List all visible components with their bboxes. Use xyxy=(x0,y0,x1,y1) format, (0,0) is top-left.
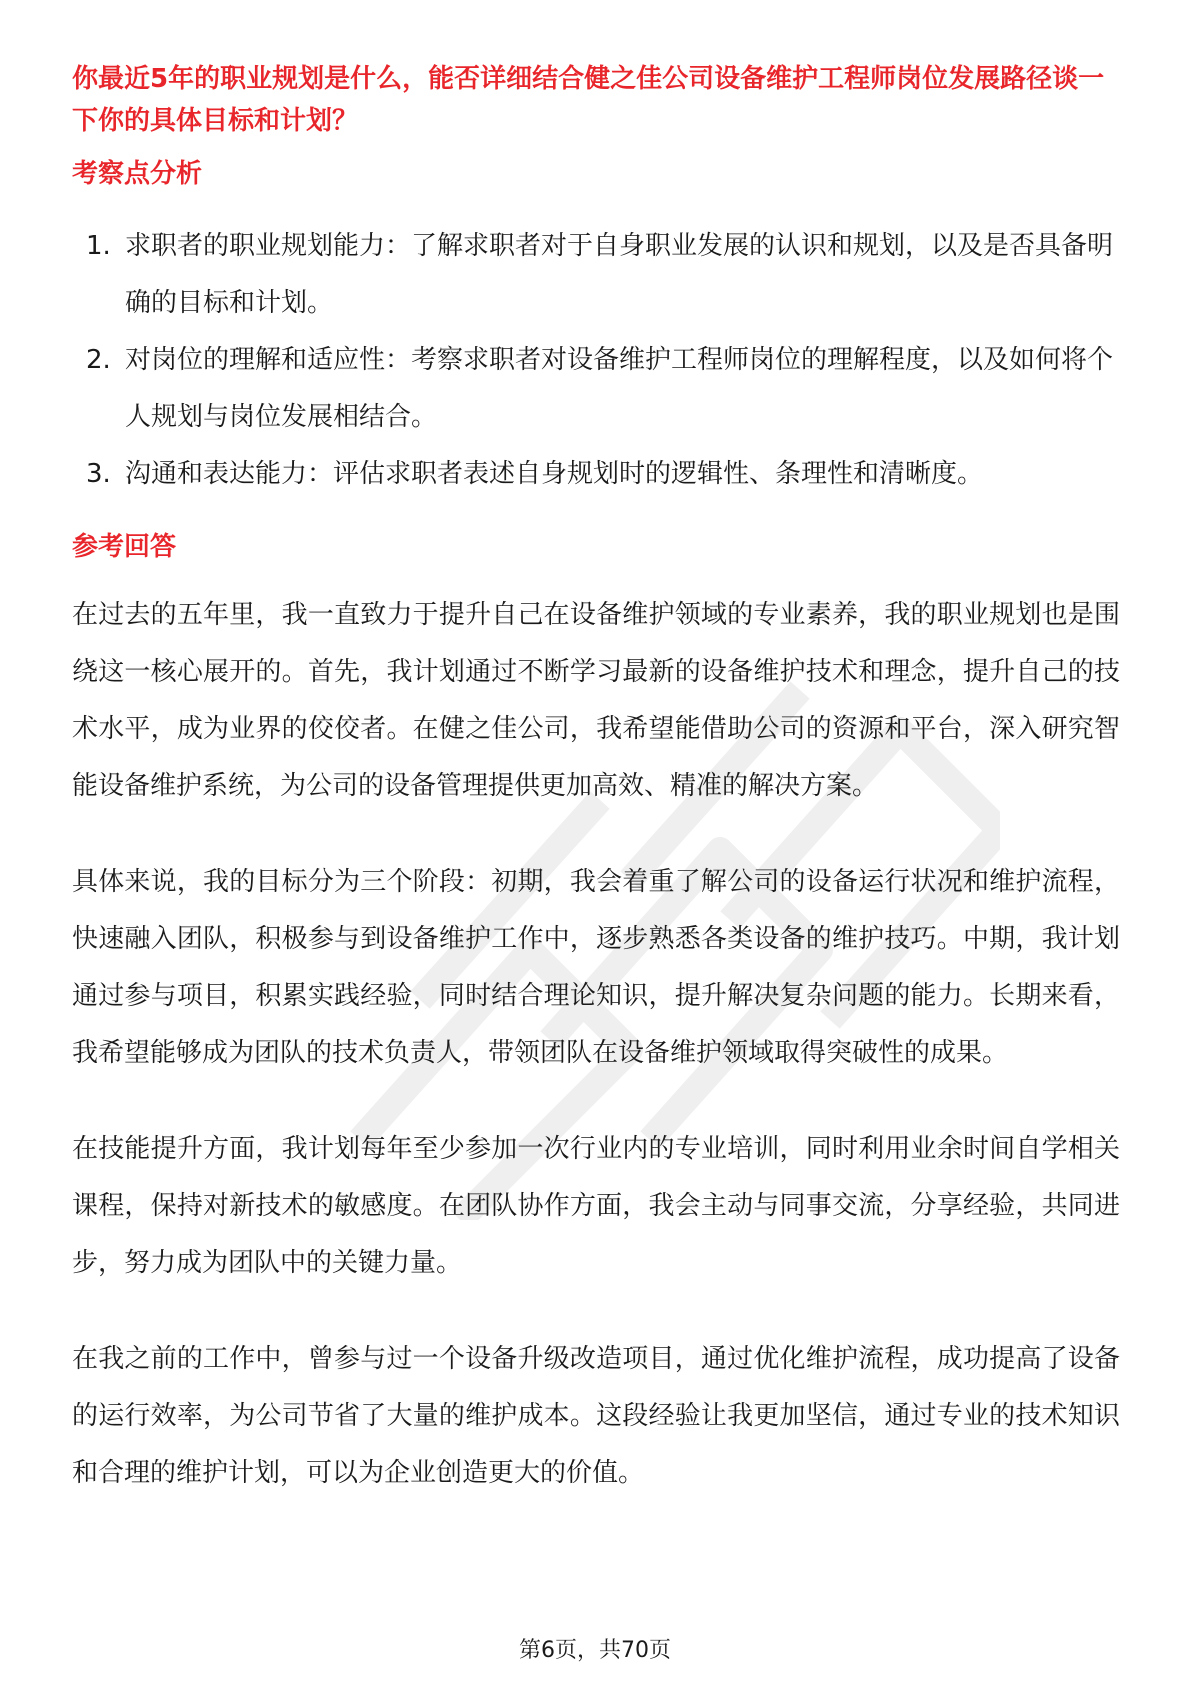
analysis-point xyxy=(72,332,1120,446)
point-number: 1. xyxy=(86,231,111,261)
answer-heading: 参考回答 xyxy=(72,532,177,562)
answer-paragraph: 在技能提升方面，我计划每年至少参加一次行业内的专业培训，同时利用业余时间自学相关课程，保持对新技术的敏感度。在团队协作方面，我会主动与同事交流，分享经验，共同进步，努力成为团队中的关键力量。 xyxy=(72,1134,1120,1278)
question-title: 你最近5年的职业规划是什么，能否详细结合健之佳公司设备维护工程师岗位发展路径谈一下你的具体目标和计划？ xyxy=(72,64,1105,136)
document-page xyxy=(72,58,1120,1541)
point-text: 沟通和表达能力：评估求职者表述自身规划时的逻辑性、条理性和清晰度。 xyxy=(125,459,984,489)
answer-paragraph: 具体来说，我的目标分为三个阶段：初期，我会着重了解公司的设备运行状况和维护流程，快速融入团队，积极参与到设备维护工作中，逐步熟悉各类设备的维护技巧。中期，我计划通过参与项目，积累实践经验，同时结合理论知识，提升解决复杂问题的能力。长期来看，我希望能够成为团队的技术负责人，带领团队在设备维护领域取得突破性的成果。 xyxy=(72,867,1120,1068)
analysis-point xyxy=(72,446,1120,503)
answer-paragraph: 在过去的五年里，我一直致力于提升自己在设备维护领域的专业素养，我的职业规划也是围绕这一核心展开的。首先，我计划通过不断学习最新的设备维护技术和理念，提升自己的技术水平，成为业界的佼佼者。在健之佳公司，我希望能借助公司的资源和平台，深入研究智能设备维护系统，为公司的设备管理提供更加高效、精准的解决方案。 xyxy=(72,600,1120,801)
analysis-point xyxy=(72,218,1120,332)
analysis-list xyxy=(72,218,1120,503)
page-footer: 第6页，共70页 xyxy=(519,1638,671,1663)
point-text: 对岗位的理解和适应性：考察求职者对设备维护工程师岗位的理解程度，以及如何将个人规划与岗位发展相结合。 xyxy=(125,345,1114,432)
point-number: 3. xyxy=(86,459,111,489)
point-number: 2. xyxy=(86,345,111,375)
point-text: 求职者的职业规划能力：了解求职者对于自身职业发展的认识和规划，以及是否具备明确的目标和计划。 xyxy=(125,231,1114,318)
analysis-heading: 考察点分析 xyxy=(72,159,203,189)
answer-paragraph: 在我之前的工作中，曾参与过一个设备升级改造项目，通过优化维护流程，成功提高了设备的运行效率，为公司节省了大量的维护成本。这段经验让我更加坚信，通过专业的技术知识和合理的维护计划，可以为企业创造更大的价值。 xyxy=(72,1344,1120,1488)
